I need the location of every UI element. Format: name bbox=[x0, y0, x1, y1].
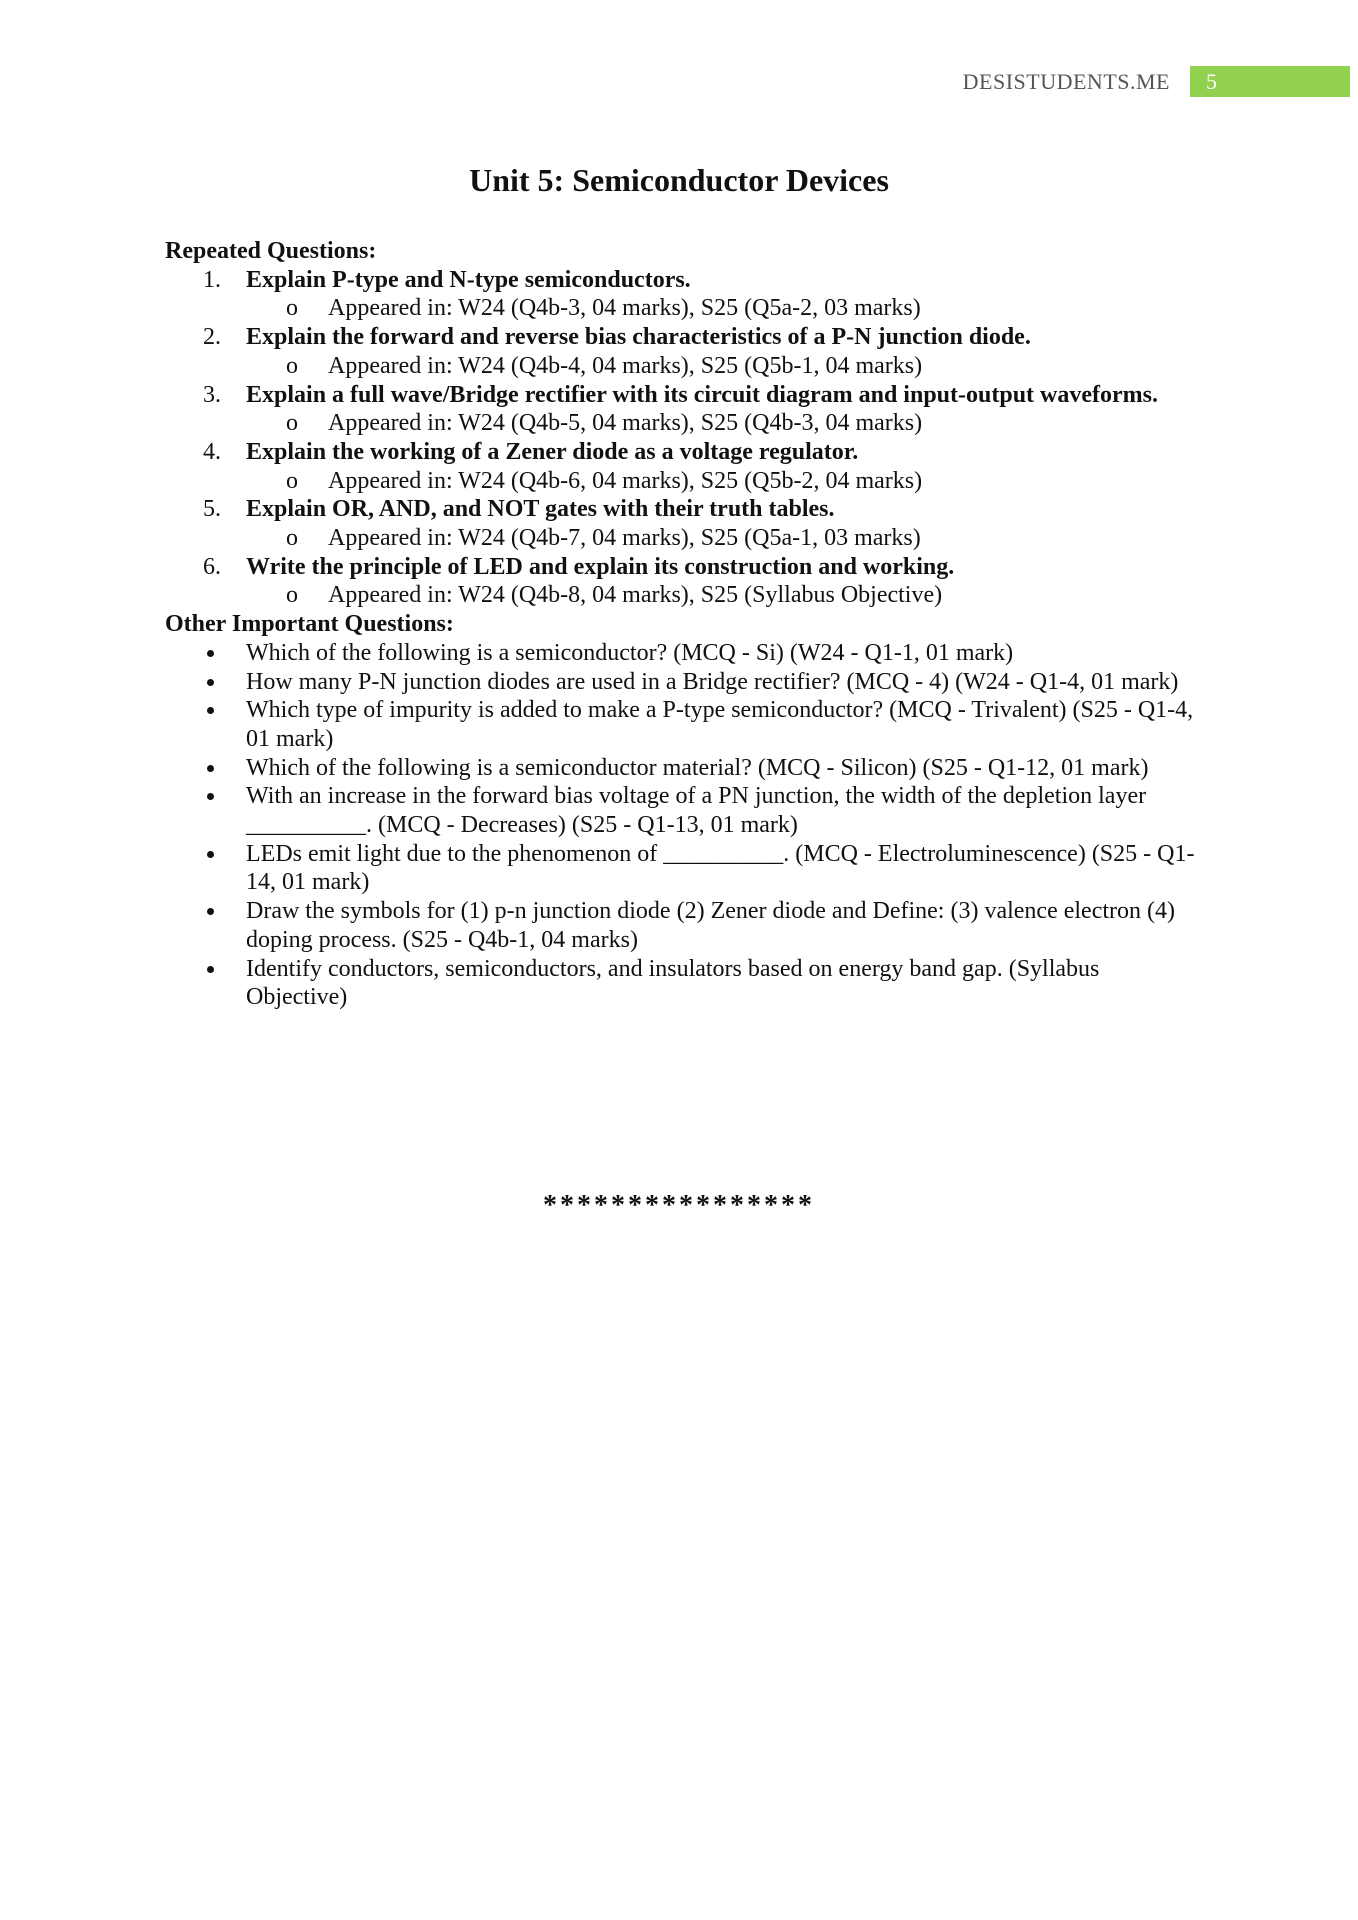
bullet-icon bbox=[207, 650, 214, 657]
other-question-item bbox=[165, 897, 1205, 954]
other-question-item bbox=[165, 639, 1205, 668]
question-text: Explain a full wave/Bridge rectifier with its circuit diagram and input-output waveforms. bbox=[246, 381, 1158, 408]
question-text: Which of the following is a semiconductor? (MCQ - Si) (W24 - Q1-1, 01 mark) bbox=[246, 639, 1014, 666]
repeated-question-item bbox=[165, 553, 1205, 582]
bullet-icon bbox=[207, 966, 214, 973]
bullet-icon bbox=[207, 679, 214, 686]
question-text: Identify conductors, semiconductors, and insulators based on energy band gap. (Syllabus Objective) bbox=[246, 955, 1100, 1011]
appeared-in-item bbox=[165, 467, 1205, 496]
other-questions-heading: Other Important Questions: bbox=[165, 611, 454, 638]
appeared-in-text: Appeared in: W24 (Q4b-6, 04 marks), S25 (Q5b-2, 04 marks) bbox=[328, 467, 923, 494]
appeared-in-text: Appeared in: W24 (Q4b-8, 04 marks), S25 (Syllabus Objective) bbox=[328, 582, 943, 609]
other-question-item bbox=[165, 668, 1205, 697]
repeated-question-item bbox=[165, 438, 1205, 467]
appeared-in-text: Appeared in: W24 (Q4b-7, 04 marks), S25 (Q5a-1, 03 marks) bbox=[328, 525, 921, 552]
other-question-item bbox=[165, 782, 1205, 839]
appeared-in-item bbox=[165, 352, 1205, 381]
bullet-icon bbox=[207, 851, 214, 858]
other-question-item bbox=[165, 754, 1205, 783]
repeated-question-item bbox=[165, 381, 1205, 410]
bullet-icon bbox=[207, 707, 214, 714]
question-number: 5. bbox=[203, 496, 221, 523]
repeated-question-item bbox=[165, 323, 1205, 352]
appeared-in-item bbox=[165, 294, 1205, 323]
end-separator: **************** bbox=[543, 1190, 815, 1221]
repeated-questions-list bbox=[165, 266, 1205, 610]
appeared-in-text: Appeared in: W24 (Q4b-4, 04 marks), S25 (Q5b-1, 04 marks) bbox=[328, 352, 923, 379]
appeared-in-text: Appeared in: W24 (Q4b-3, 04 marks), S25 (Q5a-2, 03 marks) bbox=[328, 295, 921, 322]
question-text: Which type of impurity is added to make a P-type semiconductor? (MCQ - Trivalent) (S25 - Q1-4, 01 mark) bbox=[246, 697, 1194, 752]
question-text: With an increase in the forward bias voltage of a PN junction, the width of the depletion layer __________. (MCQ - Decreases) (S25 - Q1-13, 01 mark) bbox=[246, 783, 1147, 839]
question-text: Explain P-type and N-type semiconductors. bbox=[246, 266, 691, 293]
repeated-question-item bbox=[165, 495, 1205, 524]
bullet-icon bbox=[207, 793, 214, 800]
circle-bullet-icon: o bbox=[286, 582, 298, 609]
appeared-in-item bbox=[165, 524, 1205, 553]
question-text: Explain the forward and reverse bias characteristics of a P-N junction diode. bbox=[246, 324, 1031, 351]
appeared-in-text: Appeared in: W24 (Q4b-5, 04 marks), S25 (Q4b-3, 04 marks) bbox=[328, 410, 923, 437]
repeated-questions-heading: Repeated Questions: bbox=[165, 238, 377, 264]
repeated-question-item bbox=[165, 266, 1205, 295]
other-question-item bbox=[165, 955, 1205, 1012]
question-text: How many P-N junction diodes are used in a Bridge rectifier? (MCQ - 4) (W24 - Q1-4, 01 mark) bbox=[246, 668, 1179, 695]
appeared-in-item bbox=[165, 409, 1205, 438]
circle-bullet-icon: o bbox=[286, 525, 298, 552]
question-number: 2. bbox=[203, 324, 221, 351]
question-text: LEDs emit light due to the phenomenon of __________. (MCQ - Electroluminescence) (S25 - Q1-14, 01 mark) bbox=[246, 840, 1195, 896]
circle-bullet-icon: o bbox=[286, 295, 298, 322]
bullet-icon bbox=[207, 908, 214, 915]
page-number-badge: 5 bbox=[1190, 66, 1350, 97]
header-brand: DESISTUDENTS.ME bbox=[962, 69, 1170, 94]
question-text: Write the principle of LED and explain its construction and working. bbox=[246, 553, 955, 580]
question-text: Draw the symbols for (1) p-n junction diode (2) Zener diode and Define: (3) valence electron (4) doping process. (S25 - Q4b-1, 04 marks) bbox=[246, 898, 1175, 953]
page-title: Unit 5: Semiconductor Devices bbox=[469, 162, 889, 198]
appeared-in-item bbox=[165, 581, 1205, 610]
question-number: 3. bbox=[203, 381, 221, 408]
other-questions-list bbox=[165, 639, 1205, 1012]
question-text: Explain the working of a Zener diode as a voltage regulator. bbox=[246, 438, 859, 465]
circle-bullet-icon: o bbox=[286, 467, 298, 494]
other-question-item bbox=[165, 696, 1205, 753]
document-body bbox=[165, 237, 1205, 1012]
other-question-item bbox=[165, 840, 1205, 897]
question-number: 4. bbox=[203, 438, 221, 465]
question-number: 1. bbox=[203, 266, 221, 293]
question-text: Which of the following is a semiconductor material? (MCQ - Silicon) (S25 - Q1-12, 01 mark) bbox=[246, 754, 1149, 781]
question-number: 6. bbox=[203, 553, 221, 580]
bullet-icon bbox=[207, 765, 214, 772]
circle-bullet-icon: o bbox=[286, 410, 298, 437]
circle-bullet-icon: o bbox=[286, 352, 298, 379]
question-text: Explain OR, AND, and NOT gates with their truth tables. bbox=[246, 496, 835, 523]
